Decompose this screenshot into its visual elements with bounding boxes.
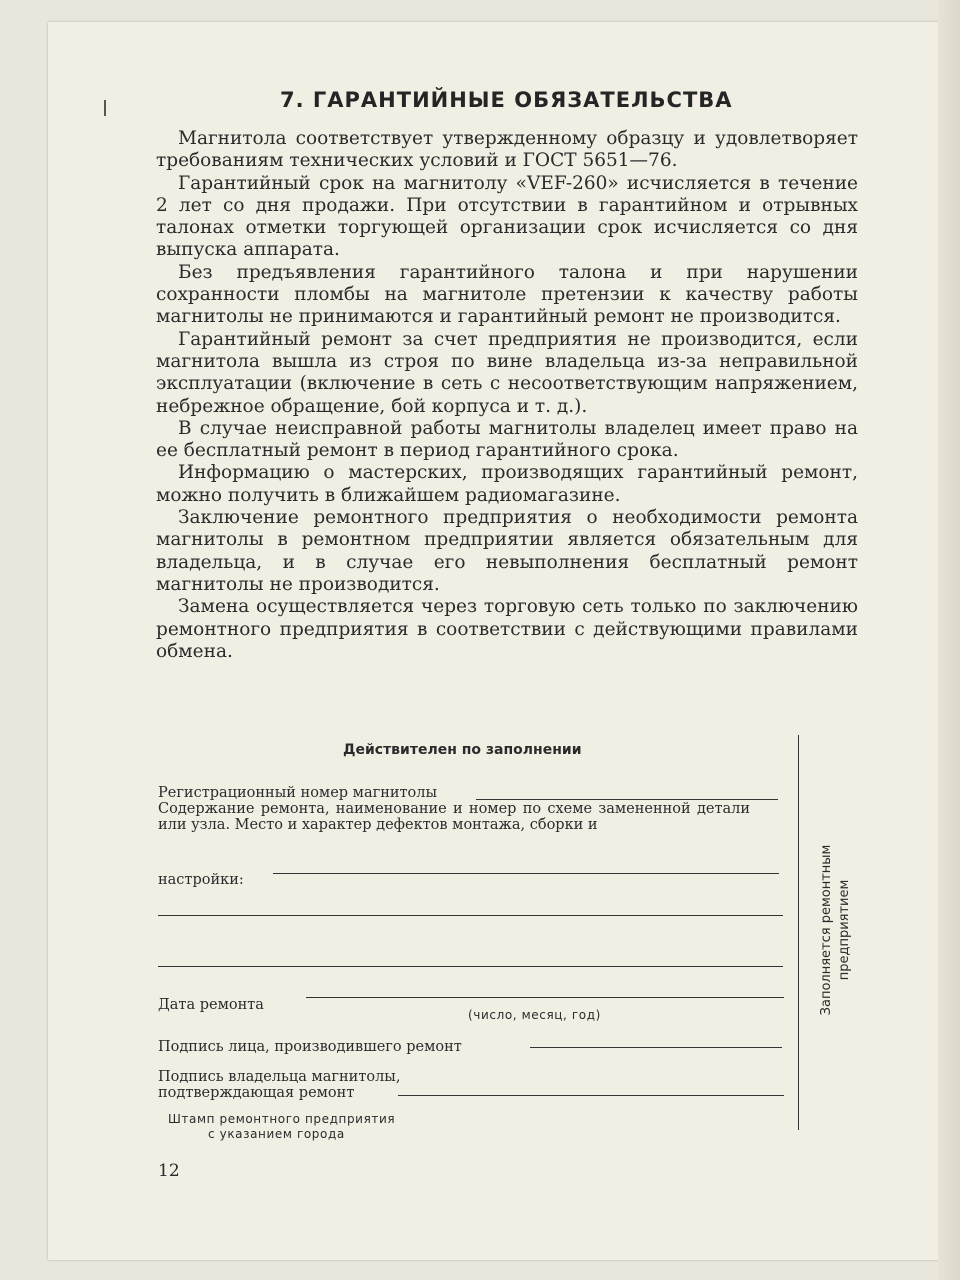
paragraph: Замена осуществляется через торговую сеть только по заключению ремонтного предприятия в соответствии с действующими правилами обмена. — [156, 596, 858, 662]
side-note-line: предприятием — [837, 879, 852, 981]
tuning-field-line[interactable] — [158, 915, 783, 916]
paragraph: Информацию о мастерских, производящих гарантийный ремонт, можно получить в ближайшем радиомагазине. — [156, 462, 858, 506]
repair-date-field[interactable] — [306, 997, 784, 998]
owner-signature-label: подтверждающая ремонт — [158, 1085, 355, 1101]
warranty-text — [156, 128, 858, 663]
registration-field[interactable] — [476, 799, 778, 800]
paragraph: Гарантийный ремонт за счет предприятия не производится, если магнитола вышла из строя по вине владельца из-за неправильной эксплуатации (включение в сеть с несоответствующим напряжением, небрежное обращение, бой корпуса и т. д.). — [156, 328, 858, 417]
repair-form — [158, 735, 803, 1141]
repairer-signature-label: Подпись лица, производившего ремонт — [158, 1039, 462, 1055]
paragraph: Без предъявления гарантийного талона и при нарушении сохранности пломбы на магнитоле претензии к качеству работы магнитолы не принимаются и гарантийный ремонт не производится. — [156, 261, 858, 328]
side-note-text — [818, 845, 854, 1016]
paragraph: Магнитола соответствует утвержденному образцу и удовлетворяет требованиям технических условий и ГОСТ 5651—76. — [156, 128, 858, 172]
registration-label: Регистрационный номер магнитолы — [158, 785, 438, 801]
form-divider — [798, 735, 799, 1130]
tuning-label: настройки: — [158, 872, 244, 888]
tuning-field[interactable] — [273, 873, 779, 874]
form-title: Действителен по заполнении — [343, 742, 582, 758]
paragraph: Гарантийный срок на магнитолу «VEF-260» исчисляется в течение 2 лет со дня продажи. При отсутствии в гарантийном и отрывных талонах отметки торгующей организации срок исчисляется со дня выпуска аппарата. — [156, 172, 858, 261]
tuning-field-line[interactable] — [158, 966, 783, 967]
side-note-line: Заполняется ремонтным — [819, 844, 834, 1016]
paragraph: Заключение ремонтного предприятия о необходимости ремонта магнитолы в ремонтном предприятии является обязательным для владельца, и в случае его невыполнения бесплатный ремонт магнитолы не производится. — [156, 507, 858, 595]
side-note — [806, 820, 866, 1040]
date-hint: (число, месяц, год) — [468, 1008, 601, 1022]
owner-signature-field[interactable] — [398, 1095, 784, 1096]
repairer-signature-field[interactable] — [530, 1047, 782, 1048]
repair-content-label: Содержание ремонта, наименование и номер по схеме замененной детали или узла. Место и характер дефектов монтажа, сборки и — [158, 801, 750, 833]
paragraph: В случае неисправной работы магнитолы владелец имеет право на ее бесплатный ремонт в период гарантийного срока. — [156, 417, 858, 462]
margin-mark — [104, 100, 106, 116]
section-title: 7. ГАРАНТИЙНЫЕ ОБЯЗАТЕЛЬСТВА — [280, 88, 733, 112]
page-number: 12 — [158, 1161, 180, 1181]
repair-date-label: Дата ремонта — [158, 997, 264, 1013]
stamp-label: Штамп ремонтного предприятия — [168, 1112, 396, 1126]
page-edge — [938, 0, 960, 1280]
owner-signature-label: Подпись владельца магнитолы, — [158, 1069, 401, 1085]
stamp-label: с указанием города — [208, 1127, 345, 1141]
